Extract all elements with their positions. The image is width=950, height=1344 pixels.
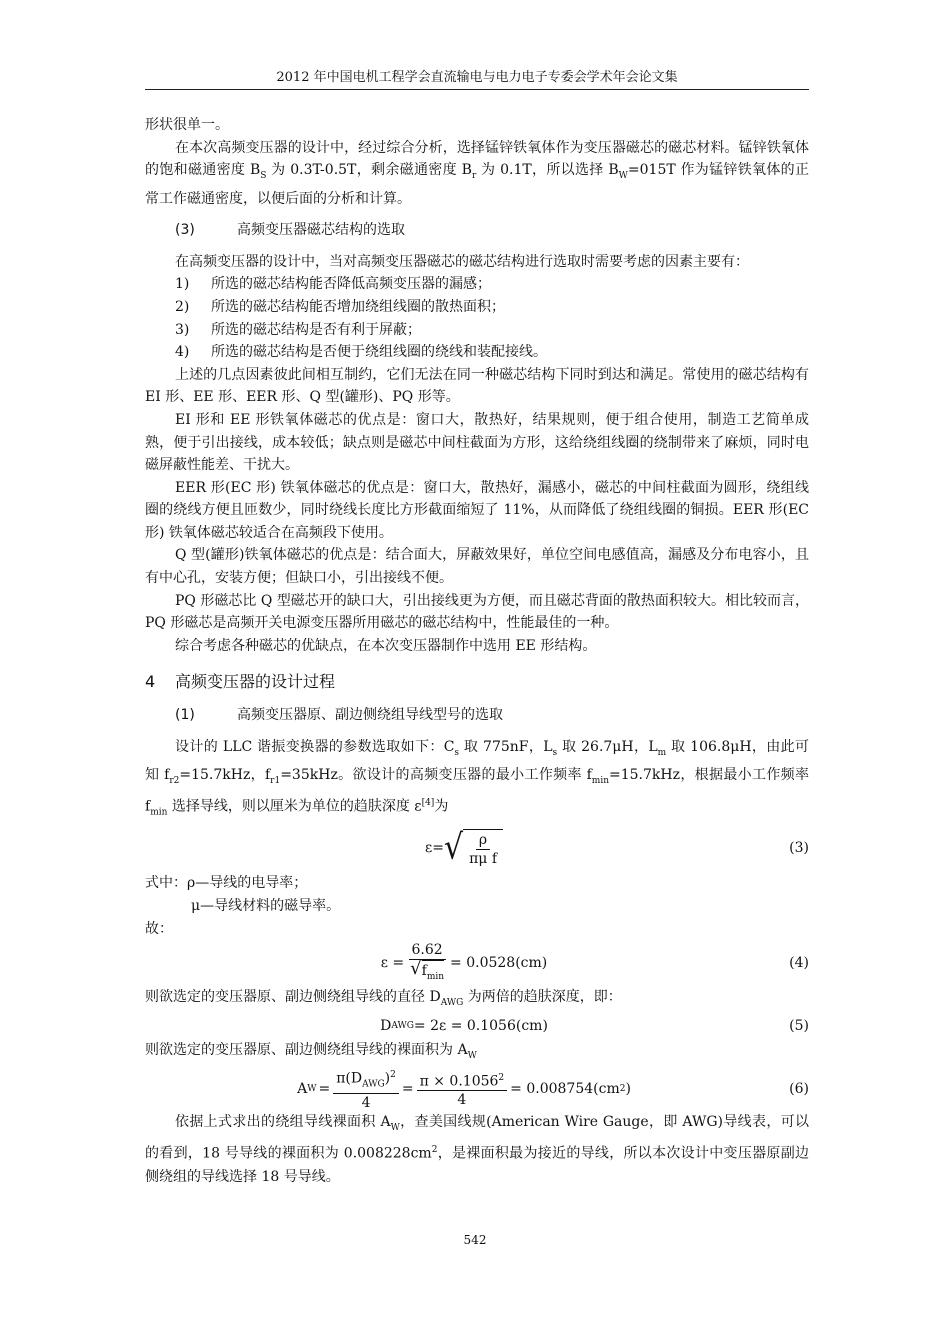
definitions: 式中：ρ—导线的电导率； μ—导线材料的磁导率。 故： bbox=[145, 875, 341, 937]
paragraph-area: 则欲选定的变压器原、副边侧绕组导线的裸面积为 $A_W$ bbox=[145, 1041, 477, 1061]
subsection-heading-3: (3) 高频变压器磁芯结构的选取 bbox=[175, 222, 405, 239]
list-item: 4) 所选的磁芯结构是否便于绕组线圈的绕线和装配接线。 bbox=[175, 344, 547, 361]
page-number: 542 bbox=[463, 1233, 487, 1247]
page-body bbox=[145, 114, 809, 1188]
equation-3: ε= √ $\frac{\rho}{\text{πμ f}}$ (3) bbox=[424, 827, 809, 868]
paragraph: 上述的几点因素彼此间相互制约，它们无法在同一种磁芯结构下同时到达和满足。常使用的磁芯结构有 EI 形、EE 形、EER 形、Q 型(罐形)、PQ 形等。 bbox=[145, 366, 809, 406]
paragraph-factors: 在高频变压器的设计中，当对高频变压器磁芯的磁芯结构进行选取时需要考虑的因素主要有： bbox=[175, 253, 749, 270]
equation-4: ε = 6.62 √ $f_{min}$ = 0.0528(cm) (4) bbox=[145, 940, 809, 986]
paragraph: 形状很单一。 bbox=[145, 117, 229, 133]
paragraph-diameter: 则欲选定的变压器原、副边侧绕组导线的直径 $D_{AWG}$ 为两倍的趋肤深度，即： bbox=[145, 989, 622, 1009]
list-item: 3) 所选的磁芯结构是否有利于屏蔽； bbox=[175, 321, 421, 338]
equation-6: A W = $\frac{\pi(D_{AWG})^2}{4}$ = $\frac{\pi \times 0.1056^2}{4}$ = 0.008754(cm 2 ) (6) bbox=[145, 1067, 809, 1111]
paragraph: EI 形和 EE 形铁氧体磁芯的优点是：窗口大，散热好，结果规则，便于组合使用，制造工艺简单成熟，便于引出接线，成本较低；缺点则是磁芯中间柱截面为方形，这给绕组线圈的绕制带来了麻烦，同时电磁屏蔽性能差、干扰大。 bbox=[145, 411, 809, 474]
paragraph-llc-params: 设计的 LLC 谐振变换器的参数选取如下：$C_s$ 取 775nF，$L_s$ 取 26.7μH，$L_m$ 取 106.8μH，由此可知 $f_{r2}=15.7kHz$，$f_{r1}=35kHz$。欲设计的高频变压器的最小工作频率 $f_{min}=15.7kHz$，根据最小工作频率 $f_{min}$ 选择导线，则以厘米为单位的趋肤深度 ε[4]为 bbox=[145, 738, 809, 818]
list-item: 2) 所选的磁芯结构能否增加绕组线圈的散热面积； bbox=[175, 298, 505, 315]
running-header: 2012 年中国电机工程学会直流输电与电力电子专委会学术年会论文集 bbox=[145, 66, 809, 90]
paragraph: EER 形(EC 形) 铁氧体磁芯的优点是：窗口大，散热好，漏感小，磁芯的中间柱截面为圆形，绕组线圈的绕线方便且匝数少，同时绕线长度比方形截面缩短了 11%，从而降低了绕组线圈的铜损。EER 形(EC 形) 铁氧体磁芯较适合在高频段下使用。 bbox=[145, 479, 809, 541]
subsection-heading-1: (1) 高频变压器原、副边侧绕组导线型号的选取 bbox=[175, 707, 503, 724]
paragraph: PQ 形磁芯比 Q 型磁芯开的缺口大，引出接线更为方便，而且磁芯背面的散热面积较大。相比较而言，PQ 形磁芯是高频开关电源变压器所用磁芯的磁芯结构中，性能最佳的一种。 bbox=[145, 592, 809, 632]
equation-5: D AWG = 2ε = 0.1056(cm) (5) bbox=[380, 1018, 809, 1035]
paragraph-ferrite: 在本次高频变压器的设计中，经过综合分析，选择锰锌铁氧体作为变压器磁芯的磁芯材料。锰锌铁氧体的饱和磁通密度 $B_S$ 为 0.3T-0.5T，剩余磁通密度 $B_r$ 为 0.1T，所以选择 $B_W=015T$ 作为锰锌铁氧体的正常工作磁通密度，以便后面的分析和计算。 bbox=[145, 139, 809, 207]
paragraph: Q 型(罐形)铁氧体磁芯的优点是：结合面大，屏蔽效果好，单位空间电感值高，漏感及分布电容小，且有中心孔，安装方便；但缺口小，引出接线不便。 bbox=[145, 547, 809, 587]
paragraph: 综合考虑各种磁芯的优缺点，在本次变压器制作中选用 EE 形结构。 bbox=[175, 637, 597, 654]
paragraph-awg: 依据上式求出的绕组导线裸面积 $A_W$，查美国线规(American Wire Gauge，即 AWG)导线表，可以的看到，18 号导线的裸面积为 $0.008228cm^2$，是裸面积最为接近的导线，所以本次设计中变压器原副边侧绕组的导线选择 18 号导线。 bbox=[145, 1114, 810, 1185]
list-item: 1) 所选的磁芯结构能否降低高频变压器的漏感； bbox=[175, 276, 491, 293]
section-heading-4: 4 高频变压器的设计过程 bbox=[145, 672, 336, 692]
